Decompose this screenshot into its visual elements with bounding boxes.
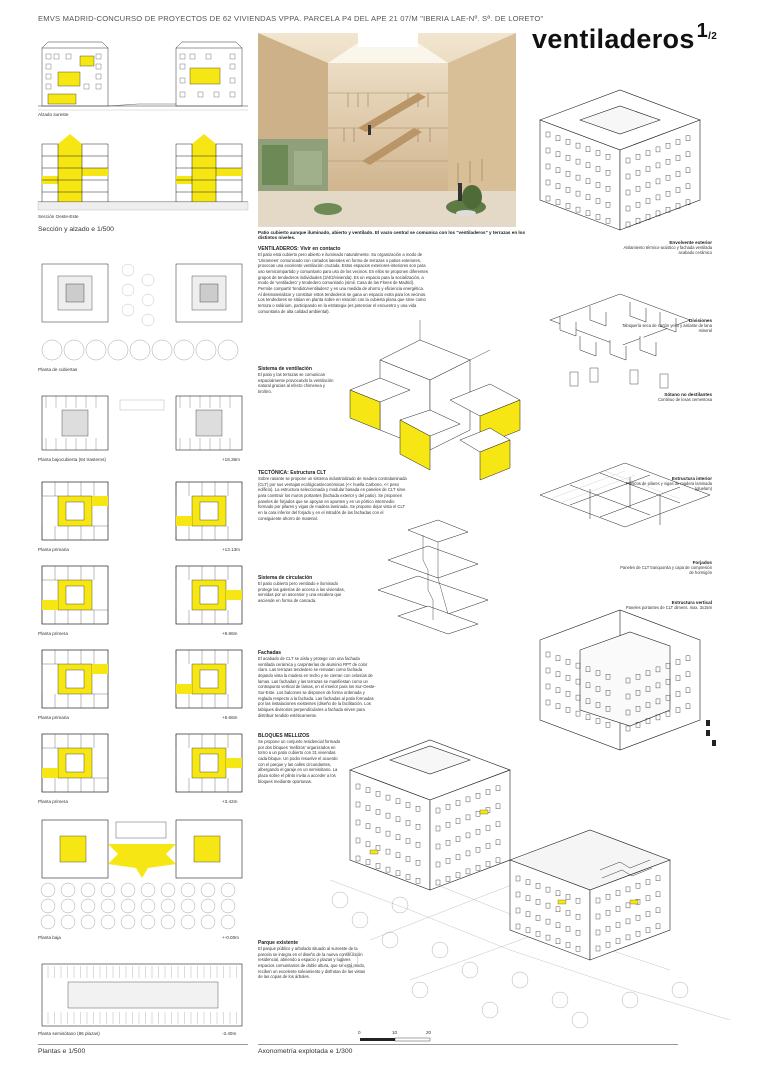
bloques-body: Se propone un conjunto residencial formado por dos bloques 'mellizos' organizados en torno a un patio cubierto con 31 viviendas cada bloque. Un podio resuelve el acuerdo con el parque y las calles circundantes, albergando el garaje en un semisótano. La plaza sobre el plinto invita a acceder a los bloques mediante oportunas. (258, 739, 341, 784)
floor-plan-label-7: Planta semisótano (86 plazas) (38, 1031, 100, 1036)
atrium-photo (258, 33, 516, 227)
plans-title: Plantas e 1/500 (38, 1048, 86, 1055)
floor-plan-label-3: Planta primera (38, 631, 68, 636)
annotation-body: Pórticos de pilares y vigas de madera laminada (gluelam) (625, 481, 712, 492)
bloques-heading: BLOQUES MELLIZOS (258, 733, 310, 739)
circulation-axo (368, 520, 508, 640)
ventilacion-heading: Sistema de ventilación (258, 366, 312, 372)
ventiladeros-block (258, 246, 428, 314)
sheet-title-text: ventiladeros (532, 24, 695, 54)
section-drawing (38, 130, 248, 214)
floor-plan-0 (38, 256, 248, 366)
alzado-label: Alzado sureste (38, 112, 69, 117)
circulacion-block (258, 575, 348, 604)
annotation-5 (620, 600, 712, 610)
axo-title: Axonometría explotada e 1/300 (258, 1048, 353, 1055)
floor-plan-label-2: Planta primaria (38, 547, 69, 552)
annotation-heading: Sótano no destilantes (664, 392, 712, 397)
seccion-label: Sección Oeste-Este (38, 214, 79, 219)
structure-axo (530, 445, 720, 545)
annotation-body: Continuo de losas cementosa (658, 397, 712, 402)
sheet-title (532, 20, 718, 55)
floor-level-3: +9.86m (222, 631, 238, 636)
floor-plan-7 (38, 960, 248, 1030)
floor-level-7: -3.40m (222, 1031, 237, 1036)
annotation-0 (620, 240, 712, 256)
floor-plan-4 (38, 644, 248, 714)
floor-plan-5 (38, 728, 248, 798)
sheet-total: /2 (708, 31, 718, 42)
ventilacion-block (258, 366, 336, 395)
floor-level-2: +13.13m (222, 547, 241, 552)
annotation-2 (620, 392, 712, 402)
annotation-heading: Estructura vertical (671, 600, 712, 605)
section-title: Sección y alzado e 1/500 (38, 226, 114, 233)
tectonica-body: Sobre rasante se propone un sistema industrializado de madera contralaminada (CLT) por sus ventajas ecológicas/económicas (<< huella Carbono, << peso edificio). La estructura seleccionada y modular basada en paneles de CLT sirve para construir los muros portantes (fachada exterior y del patio). Se proponen paneles de forjados que se apoyan en apuntes y en un pórtico intermedio formado por pilares y vigas de madera laminada. Se propone dejar vista el CLT en la cara inferior del forjado y en el intradós de las fachadas con el consiguiente ahorro de material. (258, 476, 407, 521)
annotation-1 (620, 318, 712, 334)
fachadas-heading: Fachadas (258, 650, 282, 656)
circulacion-body: El patio cubierto pero ventilado e iluminado protege las galerías de acceso a las viviendas, servidas por un ascensor y una escalera que asciende en forma de cascada. (258, 581, 345, 604)
competition-header: EMVS MADRID-CONCURSO DE PROYECTOS DE 62 VIVIENDAS VPPA. PARCELA P4 DEL APE 21 07/M "IBERIA LAE-Nº. Sª. DE LORETO" (38, 14, 544, 23)
floor-plan-2 (38, 476, 248, 546)
annotation-heading: Envolvente exterior (669, 240, 712, 245)
tectonica-heading: TECTÓNICA: Estructura CLT (258, 470, 326, 476)
annotation-body: Aislamiento térmico-acústico y fachada ventilada acabado cerámico (623, 245, 712, 256)
elevation-drawing (38, 38, 248, 113)
circulacion-heading: Sistema de circulación (258, 575, 313, 581)
parque-heading: Parque existente (258, 940, 299, 946)
floor-level-6: +-0.00m (222, 935, 239, 940)
floor-level-4: +6.66m (222, 715, 238, 720)
floor-plan-1 (38, 390, 248, 456)
floor-plan-label-5: Planta primera (38, 799, 68, 804)
parque-body: El parque público y arbolado situado al suroeste de la parcela se integra en el diseño de la nueva construcción residencial, abriendo a espacio y plazas y lugares espacios comunitarios de doble altura, que se está modo, reciben un excelente soleamiento y disfrutan de las vistas de las copas de los árboles. (258, 946, 366, 980)
scale-tick-10: 10 (392, 1030, 398, 1035)
floor-plan-label-1: Planta bajocubierta (84 trasteros) (38, 457, 106, 462)
envelope-axo (520, 80, 720, 240)
floor-level-5: +3.42m (222, 799, 238, 804)
scale-tick-20: 20 (426, 1030, 432, 1035)
floor-plan-label-4: Planta primaria (38, 715, 69, 720)
ventiladeros-heading: VENTILADEROS: Vivir en contacto (258, 246, 341, 252)
annotation-4 (620, 560, 712, 576)
sheet-number: 1 (696, 20, 709, 42)
floor-plan-label-0: Planta de cubiertas (38, 367, 78, 372)
annotation-3 (620, 476, 712, 492)
annotation-heading: Estructura interior (671, 476, 712, 481)
floor-plan-3 (38, 560, 248, 630)
scale-tick-0: 0 (358, 1030, 361, 1035)
annotation-body: Tabiquería seca de cartón yeso y aislante de lana mineral (622, 323, 712, 334)
blocks-axo (330, 700, 730, 1040)
bottom-rule (258, 1044, 678, 1045)
floor-level-1: +16.36m (222, 457, 241, 462)
annotation-body: Paneles de CLT tranquonita y capa de compresión de hormigón (620, 565, 712, 576)
ventiladeros-body: El patio está cubierto pero abierto e iluminado naturalmente. Su organización a modo de 'Unramees' comunicado con cortados laterales en forma de terrazas o patios exteriores, provocan una excelente ventilación cruzada. Estos espacios exteriores-interiores son para uso semicompartido y comunitario para uso de los vecinos. En ellos se proponen diferentes grupos de tendederos individuales (3/4/2/vivienda). Es un espacio para la socialización, a modo de 'ventiladero' y tendedero comunitario (simil. Casa de las Flores de Madrid). Permite compartir 'tendido/ventiladero' y es una medida de ahorro y eficiencia energética. Al desmaterializar y constituir estos tendederos se gana un espacio extra para los vecinos. Los tendedores se sitúan en planta sobre en relación con la cubierta plana que sirve como terraza o solárium, participando en la estrategia (es potenciar el encuentro y una vida comunitaria de alta calidad ambiental). (258, 252, 428, 314)
photo-caption: Patio cubierto aunque iluminado, abierto y ventilado. El vacío central se comunica con los "ventiladeros" y terrazas en los distintos niveles. (258, 230, 526, 240)
floor-plan-6 (38, 814, 248, 934)
annotation-heading: Divisiones (689, 318, 712, 323)
fachadas-body: El acabado de CLT se aísla y protege con una fachada ventilada cerámica y carpinterías de aluminio RPT de color claro. Las terrazas tendedero se rematan como fachada dejando vista la madera en techo y se cierran con celosías de lamas. Las fachadas y las terrazas se manifiestan como un contrapunto vertical de lamas, en el interior para los Sur-Oeste-Sur-Este. Los balcones se disponen de forma ordenada y reglada respecto a la fachada. Las fachadas al patio formadas por las instalaciones existentes (diseño de la facilitación. Los tabiques divisorios perpendiculares a fachada sirven para distribuir tendido estéticamente. (258, 656, 376, 718)
annotation-body: Paneles portantes de CLT dimens. max. 3x15m (625, 605, 712, 610)
annotation-heading: Forjados (692, 560, 712, 565)
floor-plan-label-6: Planta baja (38, 935, 61, 940)
left-bottom-rule (38, 1044, 248, 1045)
ventilacion-body: El patio y las terrazas se comunican espacialmente provocando la ventilación natural gracias al efecto chimenea y tiro/tiro. (258, 372, 334, 395)
ventilation-axo (340, 330, 530, 490)
